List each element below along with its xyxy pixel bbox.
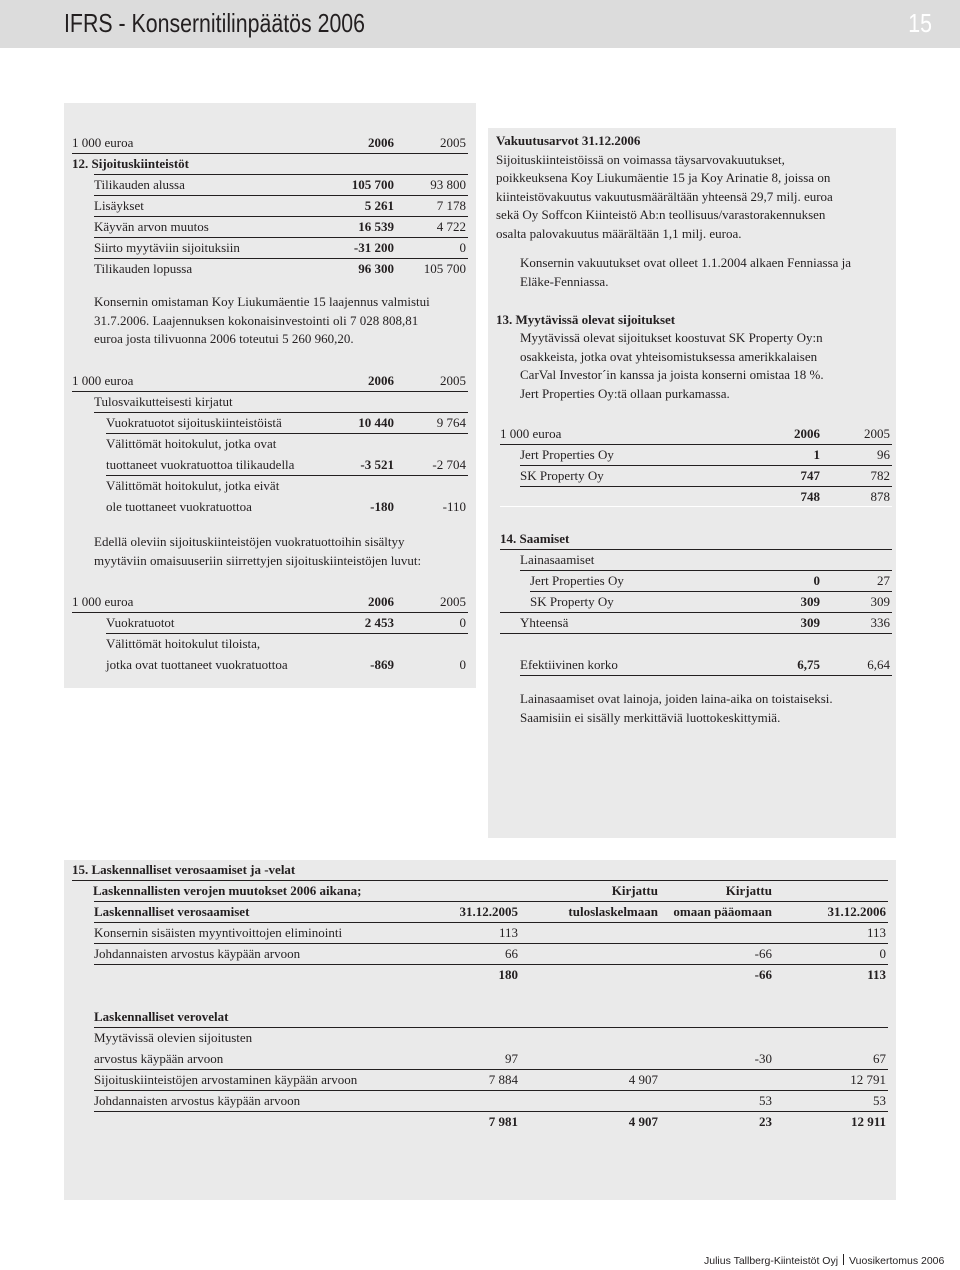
row-label: Konsernin sisäisten myyntivoittojen eliminointi [94,925,343,940]
total-value-2005: 878 [870,489,890,504]
row-value-2005: 0 [459,240,466,255]
rate-value-2006: 6,75 [797,657,820,672]
row-value-2005: 0 [459,657,466,672]
t5-rule [520,675,892,676]
row-value-2005: 309 [870,594,890,609]
table-row [106,413,468,433]
row-value-a: 7 884 [488,1072,518,1087]
table-row [94,175,468,195]
row-label: Efektiivinen korko [520,657,618,672]
total-value-a: 180 [498,967,518,982]
table-row [94,923,888,943]
t1-col-2006: 2006 [368,135,394,150]
row-label: Tilikauden alussa [94,177,185,192]
row-label: SK Property Oy [530,594,614,609]
row-value-2005: 27 [877,573,890,588]
row-value-2006: 5 261 [364,198,394,213]
row-value-2006: -869 [370,657,394,672]
paragraph-line: osalta palovakuutus määrältään 1,1 milj. euroa. [496,225,742,241]
row-value-a: 97 [505,1051,518,1066]
header-kirjattu-1: Kirjattu [611,883,658,898]
page-footer [704,1254,945,1267]
t1-section-title: 12. Sijoituskiinteistöt [72,156,190,171]
row-label: Välittömät hoitokulut, jotka ovat [106,436,277,451]
row-value-2005: 7 178 [436,198,466,213]
paragraph-line: Myytävissä olevat sijoitukset koostuvat SK Property Oy:n [520,330,823,345]
col-tuloslaskelmaan: tuloslaskelmaan [568,904,658,919]
row-label: Siirto myytäviin sijoituksiin [94,240,240,255]
table-row [106,655,468,675]
table-row [520,445,892,465]
assets-total-row [94,965,888,985]
t3-header-row [72,592,468,612]
total-value-a: 7 981 [488,1114,518,1129]
insurance-section [496,132,892,243]
section-14-title: 14. Saamiset [500,531,570,546]
row-value-2005: 782 [870,468,890,483]
paragraph-line: sekä Oy Soffcon Kiinteistö Ab:n teollisuus/varastorakennuksen [496,207,826,222]
t3-unit: 1 000 euroa [72,594,134,609]
total-value-d: 113 [867,967,886,982]
paragraph-line: Konsernin omistaman Koy Liukumäentie 15 laajennus valmistui [94,294,430,309]
section-13-title: 13. Myytävissä olevat sijoitukset [496,312,676,327]
paragraph-line: myytäviin omaisuuseriin siirrettyjen sijoituskiinteistöjen luvut: [94,552,422,568]
table-row [94,944,888,964]
row-label: SK Property Oy [520,468,604,483]
t4-unit: 1 000 euroa [500,426,562,441]
paragraph-line: Konsernin vakuutukset ovat olleet 1.1.2004 alkaen Fenniassa ja [520,255,852,270]
total-value-b: 4 907 [628,1114,658,1129]
t2-col-2005: 2005 [440,373,466,388]
row-value-2005: 93 800 [430,177,466,192]
row-label: Johdannaisten arvostus käypään arvoon [94,946,301,961]
t4-total-row [520,487,892,507]
paragraph-line: Jert Properties Oy:tä ollaan purkamassa. [520,385,730,401]
right-panel [488,128,896,838]
paragraph-line: 31.7.2006. Laajennuksen kokonaisinvestointi oli 7 028 808,81 [94,312,419,328]
row-value-a: 66 [505,946,518,961]
row-value-2006: 1 [813,447,820,462]
insurance-title: Vakuutusarvot 31.12.2006 [496,133,641,148]
row-value-2006: -31 200 [353,240,394,255]
row-value-b: 4 907 [628,1072,658,1087]
table-row [94,238,468,258]
total-value-c: 23 [759,1114,772,1129]
row-label: Yhteensä [520,615,569,630]
total-value-2005: 336 [870,615,890,630]
table-row [106,613,468,633]
row-value-2006: 0 [813,573,820,588]
bt-kirjattu-row [94,881,888,901]
row-value-2005: 105 700 [423,261,466,276]
assets-label: Laskennalliset verosaamiset [94,904,250,919]
row-label: Käyvän arvon muutos [94,219,209,234]
table-row [94,1049,888,1069]
left-panel [64,103,476,688]
section-divider [500,506,892,507]
table-row [94,259,468,279]
page-number: 15 [908,8,932,38]
vuokratuotot-paragraph [94,533,474,570]
total-value-2006: 309 [800,615,820,630]
row-value-2006: 10 440 [358,415,394,430]
row-value-2006: 747 [800,468,820,483]
t4-col-2005: 2005 [864,426,890,441]
t5-rate-row [520,655,892,675]
liabilities-total-row [94,1112,888,1132]
row-label: Jert Properties Oy [520,447,614,462]
table-row [530,571,892,591]
t1-unit: 1 000 euroa [72,135,134,150]
table-row [106,476,468,496]
row-value-a: 113 [498,925,518,940]
section-13-text [520,329,892,403]
section-15-title: 15. Laskennalliset verosaamiset ja -velat [72,862,296,877]
total-value-d: 12 911 [850,1114,886,1129]
section-14-text [520,690,892,727]
rate-value-2005: 6,64 [867,657,890,672]
row-label: Johdannaisten arvostus käypään arvoon [94,1093,301,1108]
row-value-2005: -110 [442,499,466,514]
row-value-d: 0 [879,946,886,961]
row-label: Lisäykset [94,198,144,213]
row-value-d: 113 [866,925,886,940]
row-label: Jert Properties Oy [530,573,624,588]
footer-separator [843,1254,844,1265]
paragraph-line: Eläke-Fenniassa. [520,273,609,289]
row-label: Tilikauden lopussa [94,261,193,276]
liabilities-label: Laskennalliset verovelat [94,1009,229,1024]
row-value-c: -30 [754,1051,772,1066]
row-value-2005: 0 [459,615,466,630]
col-31-12-2006: 31.12.2006 [827,904,886,919]
t5-rule [500,633,892,634]
laajennus-paragraph [94,293,474,349]
row-value-2005: 96 [877,447,890,462]
row-value-2006: 96 300 [358,261,394,276]
table-row [530,592,892,612]
header-kirjattu-2: Kirjattu [725,883,772,898]
paragraph-line: poikkeuksena Koy Liukumäentie 15 ja Koy Arinatie 8, joissa on [496,170,831,185]
paragraph-line: kiinteistövakuutus vakuutusmäärältään yhteensä 29,7 milj. euroa [496,188,833,204]
t4-header-row [500,424,892,444]
row-value-2005: 9 764 [436,415,466,430]
row-label: Vuokratuotot [106,615,175,630]
row-value-c: -66 [754,946,772,961]
insurance-paragraph-2 [520,254,892,291]
t3-col-2005: 2005 [440,594,466,609]
row-label: Myytävissä olevien sijoitusten [94,1030,253,1045]
row-value-2005: 4 722 [436,219,466,234]
t1-header-row [72,133,468,153]
paragraph-line: Edellä oleviin sijoituskiinteistöjen vuokratuottoihin sisältyy [94,534,405,549]
row-label: ole tuottaneet vuokratuottoa [106,499,252,514]
table-row [106,634,468,654]
paragraph-line: Saamisiin ei sisälly merkittäviä luottokeskittymiä. [520,709,781,725]
bottom-panel [64,860,896,1200]
table-row [106,497,468,517]
row-label: Välittömät hoitokulut tiloista, [106,636,261,651]
row-value-d: 67 [873,1051,886,1066]
row-value-2006: -180 [370,499,394,514]
row-value-d: 12 791 [850,1072,886,1087]
t4-col-2006: 2006 [794,426,820,441]
t2-unit: 1 000 euroa [72,373,134,388]
row-value-2006: 2 453 [364,615,394,630]
row-value-c: 53 [759,1093,772,1108]
t1-col-2005: 2005 [440,135,466,150]
table-row [94,217,468,237]
footer-report: Vuosikertomus 2006 [849,1255,945,1267]
row-label: Välittömät hoitokulut, jotka eivät [106,478,280,493]
paragraph-line: CarVal Investor´in kanssa ja joista konserni omistaa 18 %. [520,367,824,382]
row-value-2006: -3 521 [360,457,394,472]
row-label: tuottaneet vuokratuottoa tilikaudella [106,457,295,472]
t3-col-2006: 2006 [368,594,394,609]
table-row [520,466,892,486]
table-row [94,1070,888,1090]
footer-company: Julius Tallberg-Kiinteistöt Oyj [704,1255,839,1267]
t2-subtitle: Tulosvaikutteisesti kirjatut [94,394,233,409]
bt-column-header-row [94,902,888,922]
row-value-2005: -2 704 [432,457,466,472]
row-value-2006: 309 [800,594,820,609]
t2-col-2006: 2006 [368,373,394,388]
row-value-2006: 16 539 [358,219,394,234]
t2-header-row [72,371,468,391]
col-31-12-2005: 31.12.2005 [459,904,518,919]
page-title: IFRS - Konsernitilinpäätös 2006 [64,8,366,38]
paragraph-line: osakkeista, jotka ovat yhteisomistuksessa amerikkalaisen [520,348,818,364]
row-label: arvostus käypään arvoon [94,1051,224,1066]
paragraph-line: Lainasaamiset ovat lainoja, joiden laina-aika on toistaiseksi. [520,691,833,706]
total-value-c: -66 [754,967,772,982]
table-row [94,1091,888,1111]
table-row [94,196,468,216]
paragraph-line: euroa josta tilivuonna 2006 toteutui 5 260 960,20. [94,331,354,346]
table-row [106,434,468,454]
section-14-subtitle: Lainasaamiset [520,552,595,567]
row-value-d: 53 [873,1093,886,1108]
row-label: Sijoituskiinteistöjen arvostaminen käypään arvoon [94,1072,358,1087]
row-label: jotka ovat tuottaneet vuokratuottoa [106,657,288,672]
page-header [0,0,960,48]
table-row [94,1028,888,1048]
section-13 [496,311,892,330]
t5-total-row [520,613,892,633]
row-label: Vuokratuotot sijoituskiinteistöistä [106,415,282,430]
paragraph-line: Sijoituskiinteistöissä on voimassa täysarvovakuutukset, [496,151,785,167]
table-row [106,455,468,475]
row-value-2006: 105 700 [351,177,394,192]
col-omaan-paaomaan: omaan pääomaan [673,904,772,919]
total-value-2006: 748 [800,489,820,504]
changes-label: Laskennallisten verojen muutokset 2006 aikana; [93,883,362,898]
